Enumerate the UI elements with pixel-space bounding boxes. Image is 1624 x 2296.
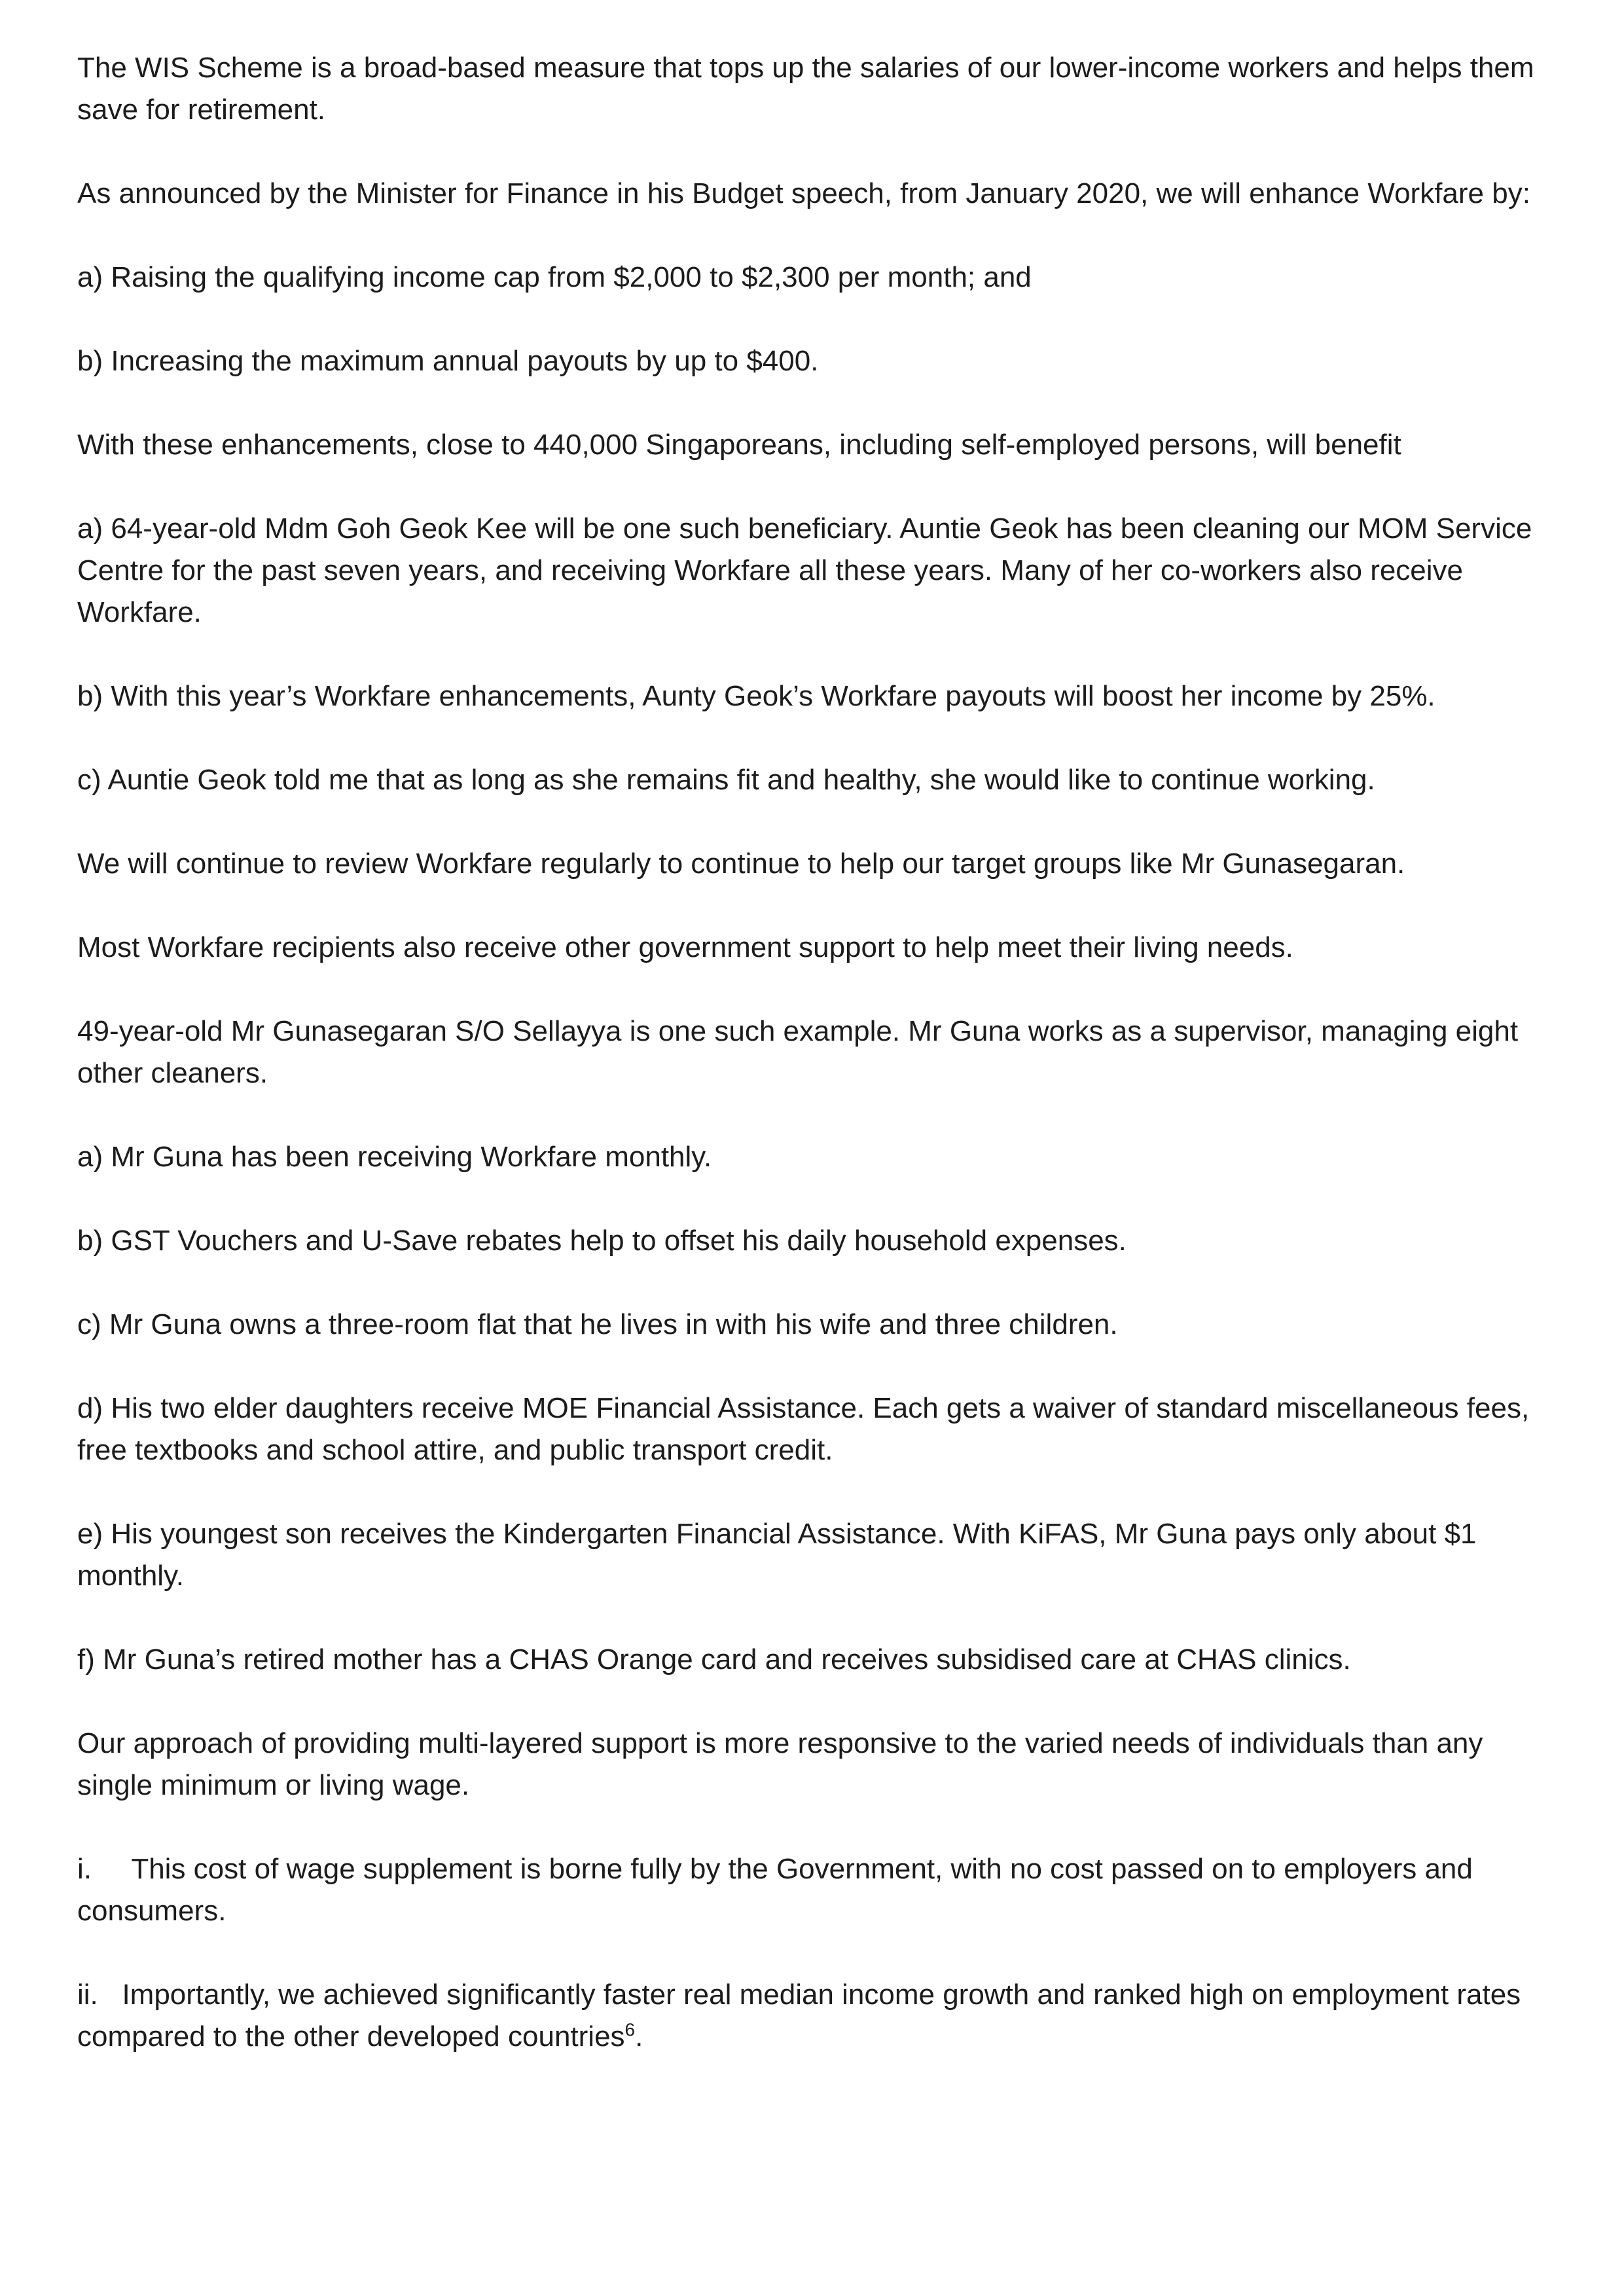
list-item-chas-card: f) Mr Guna’s retired mother has a CHAS Orange card and receives subsidised care at CHAS clinics. [77,1643,1351,1676]
list-item-three-room-flat: c) Mr Guna owns a three-room flat that he lives in with his wife and three children. [77,1308,1118,1340]
list-item-annual-payouts: b) Increasing the maximum annual payouts by up to $400. [77,345,819,377]
paragraph-beneficiaries: With these enhancements, close to 440,000 Singaporeans, including self-employed persons, will benefit [77,429,1401,461]
list-item-continue-working: c) Auntie Geok told me that as long as she remains fit and healthy, she would like to continue working. [77,764,1375,796]
list-item-cost-borne: i. This cost of wage supplement is borne fully by the Government, with no cost passed on to employers and consumers. [77,1853,1473,1927]
list-item-moe-assistance: d) His two elder daughters receive MOE Financial Assistance. Each gets a waiver of standard miscellaneous fees, free textbooks and school attire, and public transport credit. [77,1392,1530,1466]
footnote-marker: 6 [624,2019,636,2040]
list-item-income-growth [77,1974,1557,2058]
income-growth-text: ii. Importantly, we achieved significantly faster real median income growth and ranked high on employment rates compared to the other developed countries [77,1979,1521,2053]
paragraph-wis-scheme: The WIS Scheme is a broad-based measure that tops up the salaries of our lower-income workers and helps them save for retirement. [77,52,1534,126]
paragraph-review-workfare: We will continue to review Workfare regularly to continue to help our target groups like Mr Gunasegaran. [77,848,1405,880]
paragraph-other-support: Most Workfare recipients also receive other government support to help meet their living needs. [77,931,1293,963]
document-body [77,47,1557,2100]
list-item-gst-vouchers: b) GST Vouchers and U-Save rebates help to offset his daily household expenses. [77,1225,1127,1257]
income-growth-trailing: . [635,2020,643,2053]
paragraph-gunasegaran-example: 49-year-old Mr Gunasegaran S/O Sellayya is one such example. Mr Guna works as a supervisor, managing eight other cleaners. [77,1015,1519,1089]
paragraph-budget-enhancement: As announced by the Minister for Finance in his Budget speech, from January 2020, we will enhance Workfare by: [77,177,1530,209]
list-item-workfare-monthly: a) Mr Guna has been receiving Workfare monthly. [77,1141,712,1173]
list-item-income-cap: a) Raising the qualifying income cap from $2,000 to $2,300 per month; and [77,261,1032,293]
list-item-kifas: e) His youngest son receives the Kindergarten Financial Assistance. With KiFAS, Mr Guna pays only about $1 monthly. [77,1518,1477,1592]
list-item-goh-geok-kee: a) 64-year-old Mdm Goh Geok Kee will be one such beneficiary. Auntie Geok has been cleaning our MOM Service Centre for the past seven years, and receiving Workfare all these years. Many of her co-workers also receive Workfare. [77,512,1532,628]
paragraph-multi-layered-support: Our approach of providing multi-layered support is more responsive to the varied needs of individuals than any single minimum or living wage. [77,1727,1483,1801]
list-item-income-boost: b) With this year’s Workfare enhancements, Aunty Geok’s Workfare payouts will boost her income by 25%. [77,680,1435,712]
